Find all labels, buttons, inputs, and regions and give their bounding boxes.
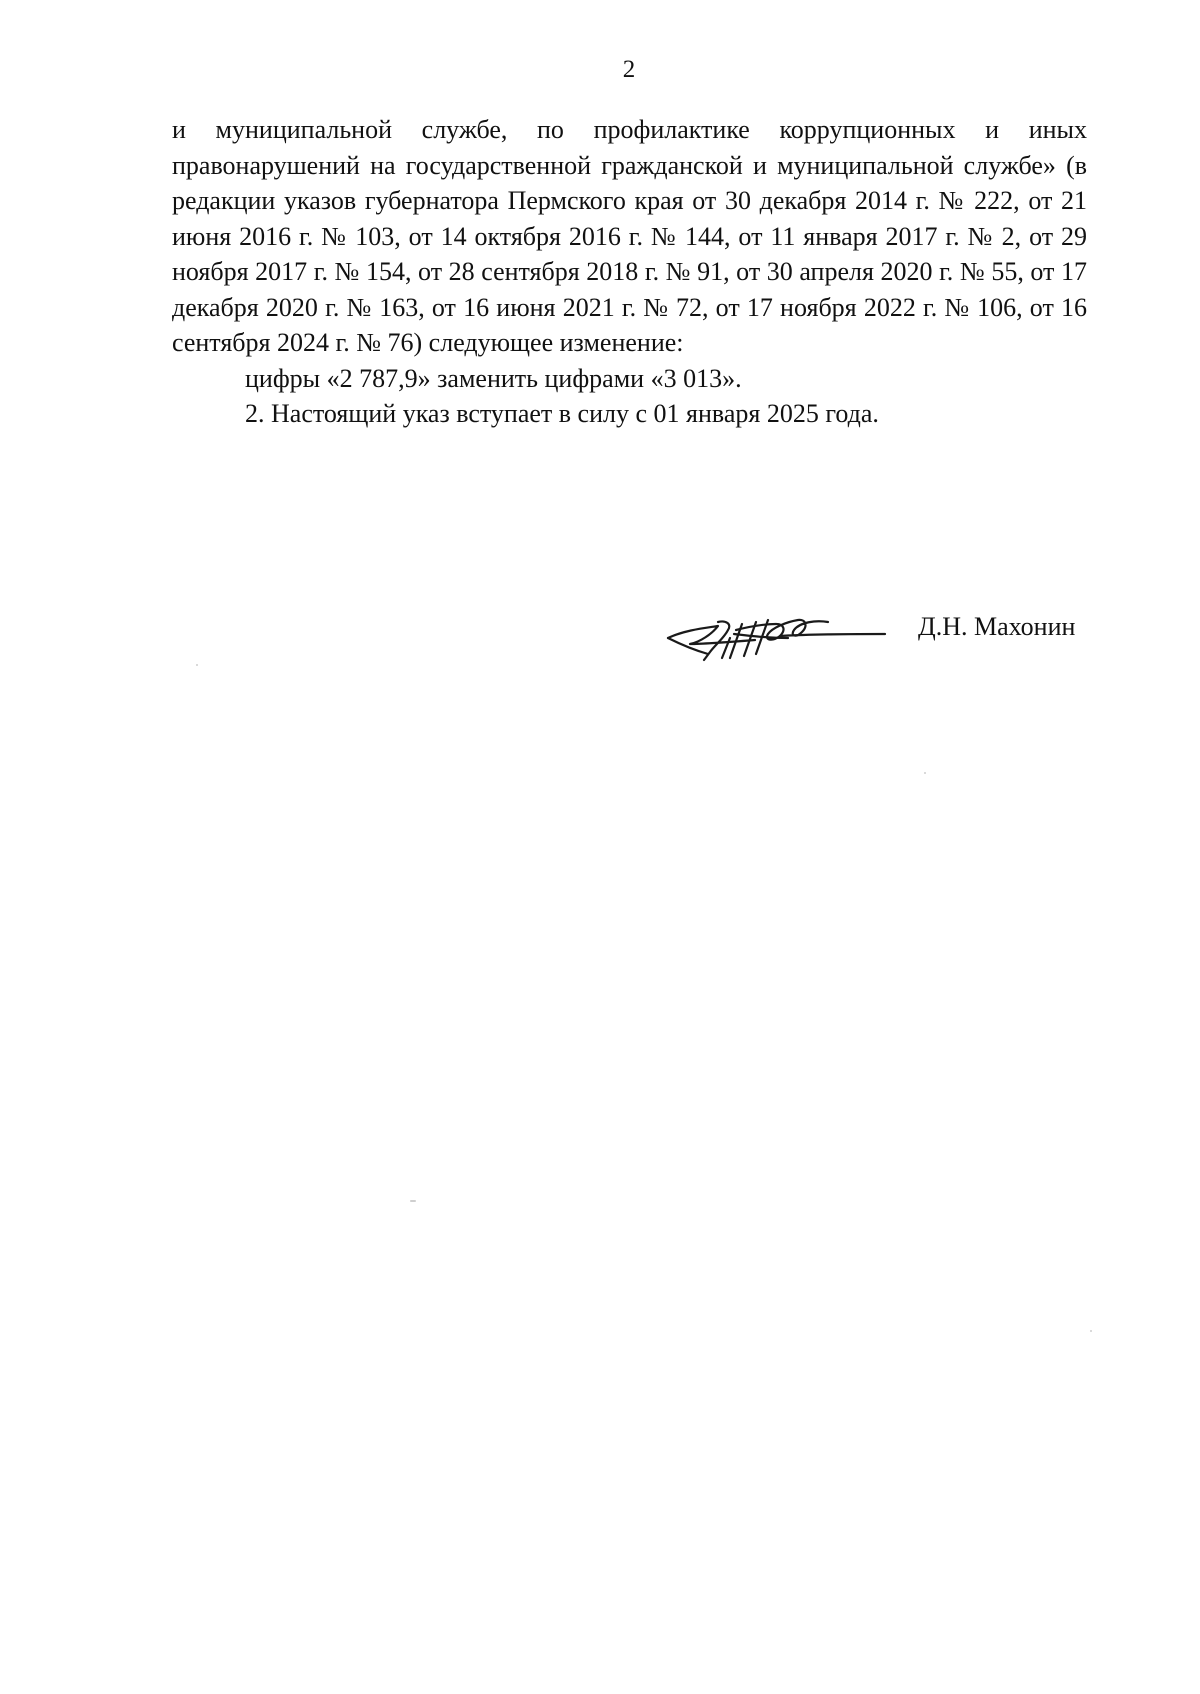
paragraph-effective-date: 2. Настоящий указ вступает в силу с 01 января 2025 года. bbox=[245, 399, 879, 428]
scan-speck bbox=[924, 772, 926, 774]
scan-speck bbox=[196, 664, 198, 666]
signature-block bbox=[660, 600, 1090, 680]
scan-speck bbox=[1090, 1330, 1092, 1332]
paragraph-figures-replacement: цифры «2 787,9» заменить цифрами «3 013». bbox=[245, 363, 742, 393]
scan-speck bbox=[410, 1200, 416, 1202]
handwritten-signature bbox=[660, 600, 890, 680]
paragraph-amendment-context: и муниципальной службе, по профилактике коррупционных и иных правонарушений на государственной гражданской и муниципальной службе» (в редакции указов губернатора Пермского края от 30 декабря 2014 г. № 222, от 21 июня 2016 г. № 103, от 14 октября 2016 г. № 144, от 11 января 2017 г. № 2, от 29 ноября 2017 г. № 154, от 28 сентября 2018 г. № 91, от 30 апреля 2020 г. № 55, от 17 декабря 2020 г. № 163, от 16 июня 2021 г. № 72, от 17 ноября 2022 г. № 106, от 16 сентября 2024 г. № 76) следующее изменение: bbox=[172, 115, 1087, 357]
page-number: 2 bbox=[622, 56, 636, 83]
signer-name: Д.Н. Махонин bbox=[918, 612, 1076, 641]
document-body bbox=[172, 112, 1087, 432]
